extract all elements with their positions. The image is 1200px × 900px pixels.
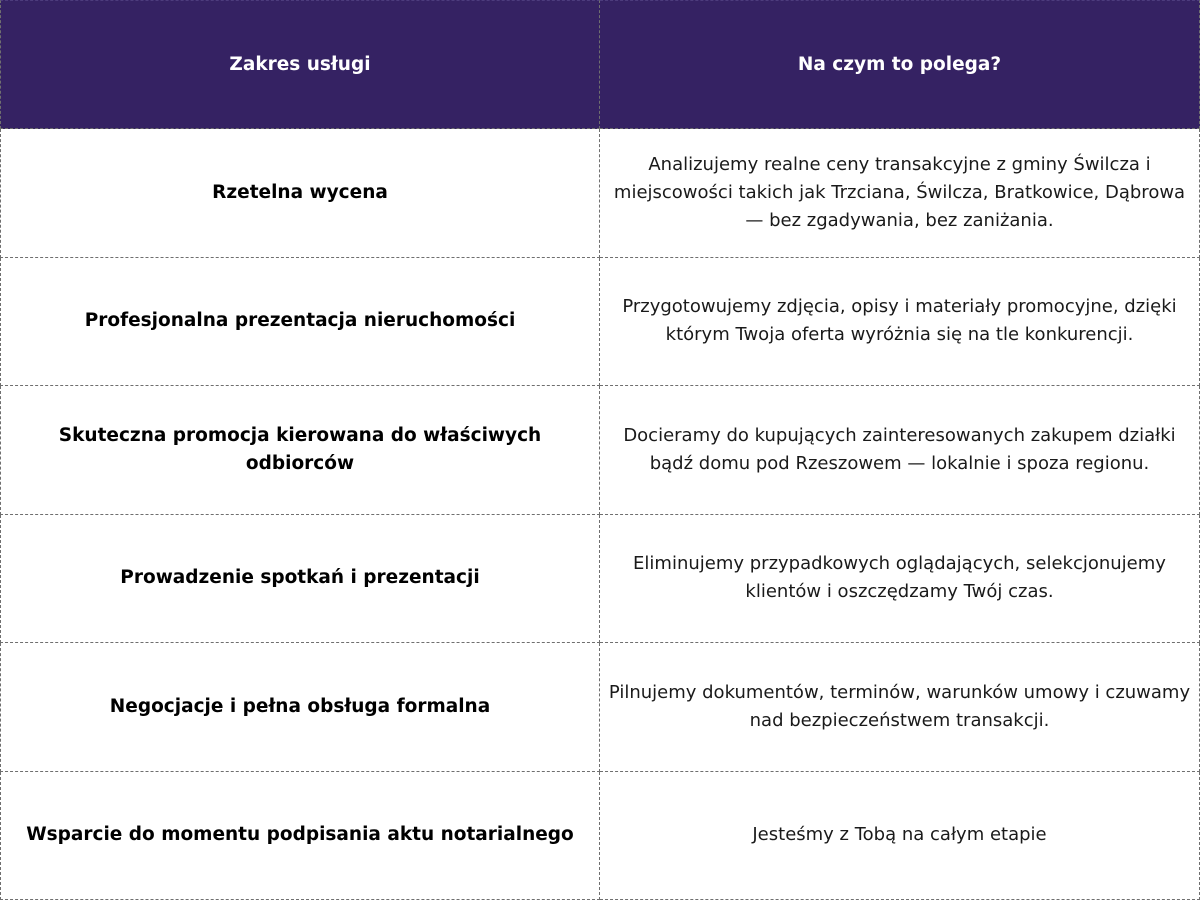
table-row-service: Skuteczna promocja kierowana do właściwych odbiorców [0,386,600,515]
table-row-description: Eliminujemy przypadkowych oglądających, selekcjonujemy klientów i oszczędzamy Twój czas. [600,515,1200,644]
table-row-description: Docieramy do kupujących zainteresowanych zakupem działki bądź domu pod Rzeszowem — lokalnie i spoza regionu. [600,386,1200,515]
table-row-description: Jesteśmy z Tobą na całym etapie [600,772,1200,900]
header-service-scope: Zakres usługi [0,0,600,129]
table-row-description: Pilnujemy dokumentów, terminów, warunków umowy i czuwamy nad bezpieczeństwem transakcji. [600,643,1200,772]
table-row-description: Przygotowujemy zdjęcia, opisy i materiały promocyjne, dzięki którym Twoja oferta wyróżnia się na tle konkurencji. [600,258,1200,387]
table-row-service: Rzetelna wycena [0,129,600,258]
table-row-service: Prowadzenie spotkań i prezentacji [0,515,600,644]
table-row-description: Analizujemy realne ceny transakcyjne z gminy Świlcza i miejscowości takich jak Trzciana, Świlcza, Bratkowice, Dąbrowa — bez zgadywania, bez zaniżania. [600,129,1200,258]
header-description: Na czym to polega? [600,0,1200,129]
table-row-service: Wsparcie do momentu podpisania aktu notarialnego [0,772,600,900]
table-row-service: Profesjonalna prezentacja nieruchomości [0,258,600,387]
table-row-service: Negocjacje i pełna obsługa formalna [0,643,600,772]
